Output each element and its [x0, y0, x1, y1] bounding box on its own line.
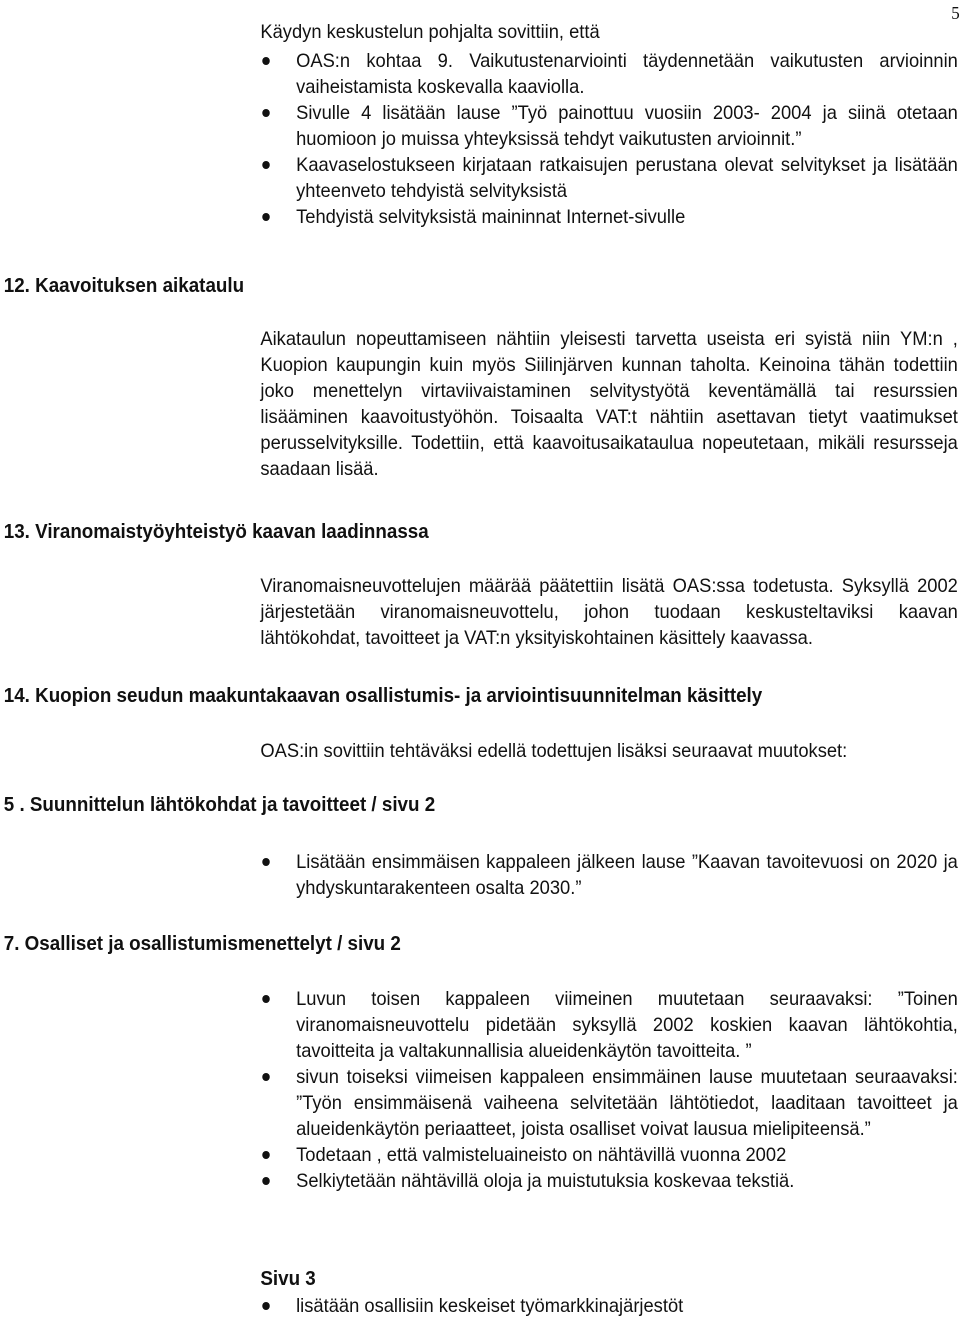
list-item	[260, 100, 957, 152]
section-text-12: Aikataulun nopeuttamiseen nähtiin yleisesti tarvetta useista eri syistä niin YM:n , Kuopion kaupungin kuin myös Siilinjärven kunnan taholta. Keinoina tähän todettiin joko menettelyn virtaviivaistaminen selvitystyötä keventämällä tai resurssien lisääminen kaavoitustyöhön. Toisaalta VAT:t nähtiin asettavan tietyt vaatimukset perusselvityksille. Todettiin, että kaavoitusaikataulua nopeutetaan, mikäli resursseja saadaan lisää.	[260, 328, 958, 480]
list-item-text: sivun toiseksi viimeisen kappaleen ensimmäinen lause muutetaan seuraavaksi: ”Työn ensimmäisenä vaiheena selvitetään lähtötiedot, laaditaan tavoitteet ja alueidenkäytön periaatteet, joista osalliset voivat lausua mielipiteensä.”	[296, 1066, 958, 1140]
list-item	[260, 152, 957, 204]
list-item	[260, 1142, 957, 1168]
sivu-3-bullet-list	[260, 1293, 957, 1319]
list-item-text: Lisätään ensimmäisen kappaleen jälkeen lause ”Kaavan tavoitevuosi on 2020 ja yhdyskuntarakenteen osalta 2030.”	[296, 851, 958, 899]
subsection-5-bullet-list	[260, 849, 957, 901]
bullet-icon	[262, 1073, 270, 1081]
bullet-icon	[262, 995, 270, 1003]
list-item-text: Selkiytetään nähtävillä oloja ja muistutuksia koskevaa tekstiä.	[296, 1170, 795, 1192]
list-item-text: lisätään osallisiin keskeiset työmarkkinajärjestöt	[296, 1295, 684, 1317]
section-text-13: Viranomaisneuvottelujen määrää päätettiin lisätä OAS:ssa todetusta. Syksyllä 2002 järjestetään viranomaisneuvottelu, johon tuodaan keskusteltaviksi kaavan lähtökohdat, tavoitteet ja VAT:n yksityiskohtainen käsittely kaavassa.	[260, 575, 958, 649]
list-item-text: Sivulle 4 lisätään lause ”Työ painottuu vuosiin 2003- 2004 ja siinä otetaan huomioon jo muissa yhteyksissä tehdyt vaikutusten arvioinnit.”	[296, 102, 958, 150]
subsection-7-bullet-list	[260, 986, 957, 1194]
list-item	[260, 1168, 957, 1194]
section-heading-14: 14. Kuopion seudun maakuntakaavan osallistumis- ja arviointisuunnitelman käsittely	[3, 685, 763, 707]
list-item-text: Tehdyistä selvityksistä maininnat Internet-sivulle	[296, 206, 686, 228]
section-heading-12: 12. Kaavoituksen aikataulu	[3, 275, 245, 297]
bullet-icon	[262, 161, 270, 169]
intro-text: Käydyn keskustelun pohjalta sovittiin, että	[260, 21, 600, 43]
list-item-text: OAS:n kohtaa 9. Vaikutustenarviointi täydennetään vaikutusten arvioinnin vaiheistamista koskevalla kaaviolla.	[296, 50, 958, 98]
sivu-3-heading: Sivu 3	[260, 1268, 316, 1290]
list-item	[260, 1064, 957, 1142]
bullet-icon	[262, 213, 270, 221]
bullet-icon	[262, 1177, 270, 1185]
list-item-text: Luvun toisen kappaleen viimeinen muutetaan seuraavaksi: ”Toinen viranomaisneuvottelu pidetään syksyllä 2002 koskien kaavan lähtökohtia, tavoitteita ja valtakunnallisia alueidenkäytön tavoitteita. ”	[296, 988, 958, 1062]
section-text-14: OAS:in sovittiin tehtäväksi edellä todettujen lisäksi seuraavat muutokset:	[260, 740, 848, 762]
bullet-icon	[262, 1302, 270, 1310]
list-item	[260, 986, 957, 1064]
list-item	[260, 849, 957, 901]
list-item-text: Kaavaselostukseen kirjataan ratkaisujen perustana olevat selvitykset ja lisätään yhteenveto tehdyistä selvityksistä	[296, 154, 958, 202]
list-item	[260, 48, 957, 100]
subsection-heading-5: 5 . Suunnittelun lähtökohdat ja tavoitteet / sivu 2	[3, 794, 436, 816]
subsection-heading-7: 7. Osalliset ja osallistumismenettelyt / sivu 2	[3, 933, 401, 955]
list-item-text: Todetaan , että valmisteluaineisto on nähtävillä vuonna 2002	[296, 1144, 787, 1166]
page-number: 5	[951, 3, 960, 23]
list-item	[260, 1293, 957, 1319]
list-item	[260, 204, 957, 230]
bullet-icon	[262, 858, 270, 866]
intro-bullet-list	[260, 48, 957, 230]
bullet-icon	[262, 57, 270, 65]
section-heading-13: 13. Viranomaistyöyhteistyö kaavan laadinnassa	[3, 521, 429, 543]
bullet-icon	[262, 109, 270, 117]
bullet-icon	[262, 1151, 270, 1159]
